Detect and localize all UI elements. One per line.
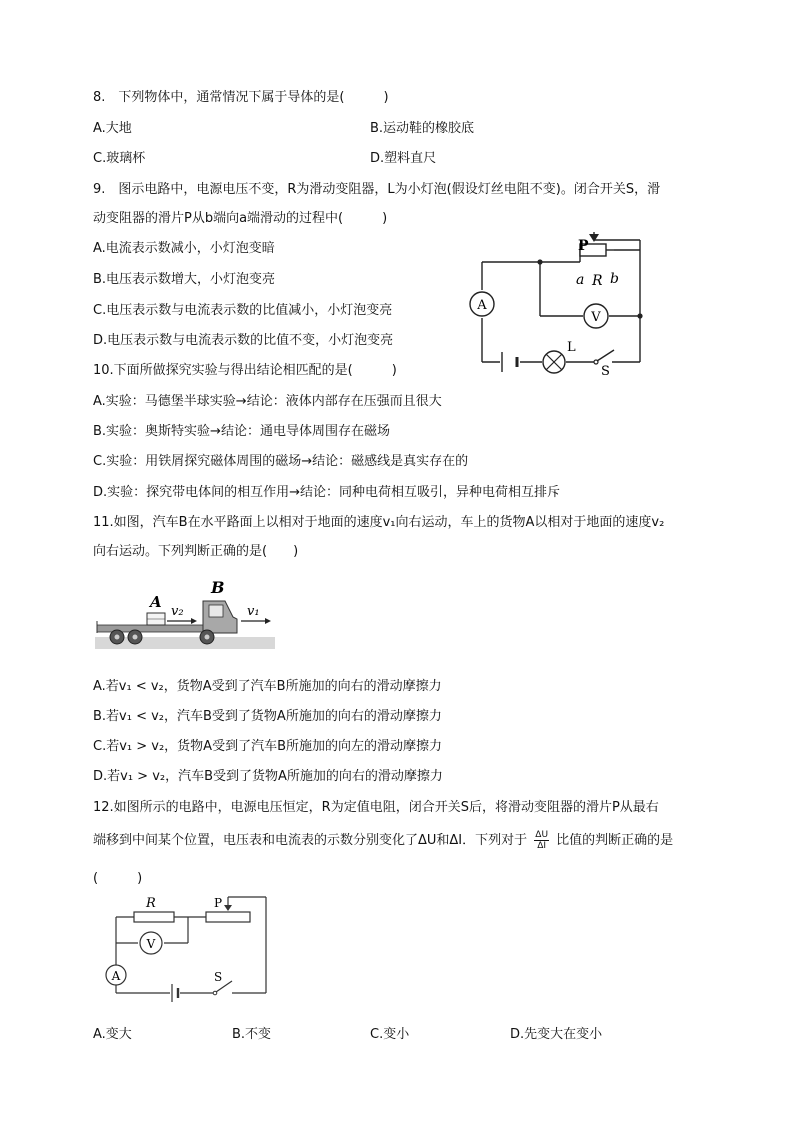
q11-stem-line2: 向右运动。下列判断正确的是( ) bbox=[93, 544, 299, 559]
q9-stem-line2: 动变阻器的滑片P从b端向a端滑动的过程中( ) bbox=[93, 211, 388, 226]
q12-stem-line2-tail: 比值的判断正确的是 bbox=[556, 833, 674, 848]
q12-fraction bbox=[534, 830, 549, 851]
q8-stem: 8. 下列物体中，通常情况下属于导体的是( ) bbox=[93, 90, 389, 105]
slider-arrow-icon bbox=[589, 234, 599, 242]
q12-option-a: A.变大 bbox=[93, 1027, 132, 1042]
voltmeter-label: V bbox=[591, 310, 601, 325]
label-P: P bbox=[214, 896, 223, 910]
arrow-v1-icon bbox=[265, 618, 271, 624]
q12-option-b: B.不变 bbox=[232, 1027, 272, 1042]
q11-option-b: B.若v₁ < v₂，汽车B受到了货物A所施加的向右的滑动摩擦力 bbox=[93, 709, 442, 724]
q11-option-c: C.若v₁ > v₂，货物A受到了汽车B所施加的向左的滑动摩擦力 bbox=[93, 739, 442, 754]
label-b: b bbox=[610, 271, 619, 287]
label-R: R bbox=[592, 273, 603, 289]
q12-option-c: C.变小 bbox=[370, 1027, 410, 1042]
q12-circuit-diagram bbox=[96, 893, 272, 1003]
q10-option-a: A.实验：马德堡半球实验→结论：液体内部存在压强而且很大 bbox=[93, 394, 442, 409]
q8-option-c: C.玻璃杯 bbox=[93, 151, 146, 166]
rheostat-icon bbox=[206, 912, 250, 922]
q9-stem-line1: 9. 图示电路中，电源电压不变，R为滑动变阻器，L为小灯泡(假设灯丝电阻不变)。闭合开关S，滑 bbox=[93, 182, 661, 197]
q9-circuit-diagram bbox=[462, 228, 662, 378]
switch-icon bbox=[597, 350, 614, 361]
q11-option-a: A.若v₁ < v₂，货物A受到了汽车B所施加的向右的滑动摩擦力 bbox=[93, 679, 442, 694]
q9-option-c: C.电压表示数与电流表示数的比值减小，小灯泡变亮 bbox=[93, 303, 393, 318]
q12-stem-line3: ( ) bbox=[93, 871, 143, 886]
q10-option-b: B.实验：奥斯特实验→结论：通电导体周围存在磁场 bbox=[93, 424, 390, 439]
resistor-icon bbox=[134, 912, 174, 922]
q9-option-a: A.电流表示数减小，小灯泡变暗 bbox=[93, 241, 275, 256]
q11-stem-line1: 11.如图，汽车B在水平路面上以相对于地面的速度v₁向右运动，车上的货物A以相对于地面的速度v₂ bbox=[93, 515, 665, 530]
voltmeter-label: V bbox=[146, 937, 156, 951]
q12-option-d: D.先变大在变小 bbox=[510, 1027, 603, 1042]
label-S: S bbox=[214, 970, 223, 984]
label-B: B bbox=[211, 578, 225, 597]
q8-option-b: B.运动鞋的橡胶底 bbox=[370, 121, 475, 136]
q11-truck-diagram bbox=[95, 575, 275, 657]
q9-option-b: B.电压表示数增大，小灯泡变亮 bbox=[93, 272, 276, 287]
q12-stem-line2-text: 端移到中间某个位置，电压表和电流表的示数分别变化了ΔU和ΔI．下列对于 bbox=[93, 833, 528, 848]
label-S: S bbox=[601, 364, 610, 378]
label-L: L bbox=[567, 340, 576, 355]
q10-option-d: D.实验：探究带电体间的相互作用→结论：同种电荷相互吸引，异种电荷相互排斥 bbox=[93, 485, 561, 500]
label-A: A bbox=[150, 593, 162, 611]
arrow-v2-icon bbox=[191, 618, 197, 624]
q12-stem-line1: 12.如图所示的电路中，电源电压恒定，R为定值电阻，闭合开关S后，将滑动变阻器的滑片P从最右 bbox=[93, 800, 659, 815]
ammeter-label: A bbox=[111, 969, 121, 983]
slider-arrow-icon bbox=[224, 905, 232, 911]
label-v2: v₂ bbox=[171, 604, 184, 619]
q10-option-c: C.实验：用铁屑探究磁体周围的磁场→结论：磁感线是真实存在的 bbox=[93, 454, 469, 469]
fraction-denominator: ΔI bbox=[537, 841, 547, 851]
q9-option-d: D.电压表示数与电流表示数的比值不变，小灯泡变亮 bbox=[93, 333, 394, 348]
label-v1: v₁ bbox=[247, 604, 260, 619]
ammeter-label: A bbox=[477, 298, 487, 313]
fraction-numerator: ΔU bbox=[535, 830, 549, 840]
q12-stem-line2 bbox=[93, 830, 673, 851]
label-a: a bbox=[576, 272, 585, 288]
label-R: R bbox=[146, 896, 156, 911]
label-P: P bbox=[578, 238, 589, 254]
q10-stem: 10.下面所做探究实验与得出结论相匹配的是( ) bbox=[93, 363, 397, 378]
q8-option-d: D.塑料直尺 bbox=[370, 151, 437, 166]
q11-option-d: D.若v₁ > v₂，汽车B受到了货物A所施加的向右的滑动摩擦力 bbox=[93, 769, 443, 784]
q8-option-a: A.大地 bbox=[93, 121, 132, 136]
